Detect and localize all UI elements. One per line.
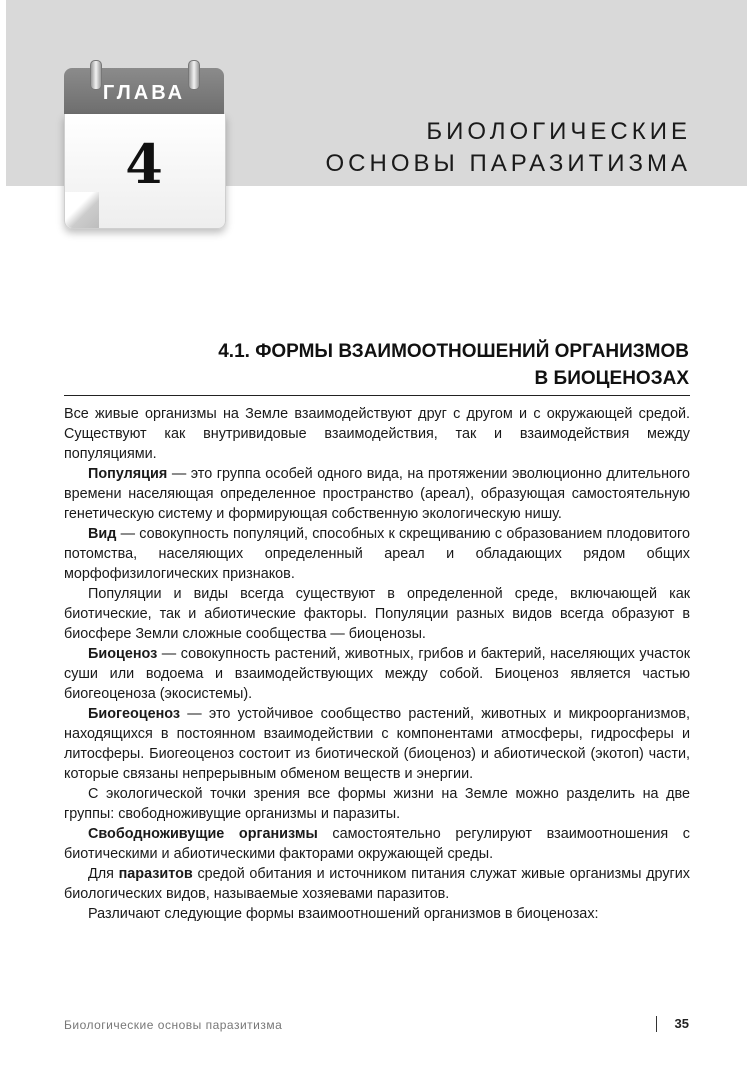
- paragraph-text: Все живые организмы на Земле взаимодействуют друг с другом и с окружающей средой. Существуют как внутривидовые взаимодействия, так и взаимодействия между популяциями.: [64, 406, 690, 462]
- paragraph-intro: [64, 404, 690, 464]
- paragraph-text: С экологической точки зрения все формы жизни на Земле можно разделить на две группы: свободноживущие организмы и паразиты.: [64, 786, 690, 822]
- term-biocenosis: Биоценоз: [88, 646, 158, 662]
- paragraph-text: Для: [88, 866, 119, 882]
- paragraph-species: [64, 524, 690, 584]
- paragraph-free-living: [64, 824, 690, 864]
- chapter-number: 4: [125, 132, 163, 196]
- term-parasites: паразитов: [118, 866, 193, 882]
- calendar-icon: [64, 60, 224, 232]
- paragraph-groups: [64, 784, 690, 824]
- paragraph-text: средой обитания и источником питания служат живые организмы других биологических видов, называемые хозяевами паразитов.: [64, 866, 691, 902]
- chapter-title-line1: БИОЛОГИЧЕСКИЕ: [426, 118, 691, 145]
- page-curl-icon: [65, 192, 99, 228]
- term-free-living: Свободноживущие организмы: [88, 826, 318, 842]
- paragraph-text: Различают следующие формы взаимоотношений организмов в биоценозах:: [88, 906, 599, 922]
- running-title: Биологические основы паразитизма: [64, 1018, 283, 1032]
- section-heading-line1: 4.1. ФОРМЫ ВЗАИМООТНОШЕНИЙ ОРГАНИЗМОВ: [218, 341, 689, 362]
- paragraph-text: — совокупность растений, животных, грибов и бактерий, населяющих участок суши или водоема и взаимодействующих между собой. Биоценоз является частью биогеоценоза (экосистемы).: [64, 646, 690, 702]
- chapter-title-line2: ОСНОВЫ ПАРАЗИТИЗМА: [325, 150, 691, 177]
- term-biogeocenosis: Биогеоценоз: [88, 706, 181, 722]
- paragraph-text: — это группа особей одного вида, на протяжении эволюционно длительного времени населяющая определенное пространство (ареал), образующая самостоятельную генетическую систему и формирующая собственную экологическую нишу.: [64, 466, 690, 522]
- paragraph-text: Популяции и виды всегда существуют в определенной среде, включающей как биотические, так и абиотические факторы. Популяции разных видов всегда образуют в биосфере Земли сложные сообщества — биоценозы.: [64, 586, 690, 642]
- paragraph-text: — это устойчивое сообщество растений, животных и микроорганизмов, находящихся в постоянном взаимодействии с компонентами атмосферы, гидросферы и литосферы. Биогеоценоз состоит из биотической (биоценоз) и абиотической (экотоп) части, которые связаны непрерывным обменом веществ и энергии.: [64, 706, 690, 782]
- paragraph-biocenosis: [64, 644, 690, 704]
- paragraph-forms: [64, 904, 690, 924]
- section-heading-line2: В БИОЦЕНОЗАХ: [534, 368, 689, 389]
- paragraph-parasites: [64, 864, 690, 904]
- term-population: Популяция: [88, 466, 168, 482]
- section-heading: [218, 338, 689, 392]
- section-divider: [64, 395, 690, 396]
- chapter-title: [326, 116, 691, 180]
- paragraph-text: — совокупность популяций, способных к скрещиванию с образованием плодовитого потомства, населяющих определенный ареал и обладающих рядом общих морфофизилогических признаков.: [64, 526, 690, 582]
- page-number: 35: [674, 1016, 689, 1031]
- paragraph-biogeocenosis: [64, 704, 690, 784]
- paragraph-population: [64, 464, 690, 524]
- paragraph-environment: [64, 584, 690, 644]
- chapter-label: ГЛАВА: [102, 82, 186, 104]
- footer-separator: [656, 1016, 657, 1032]
- term-species: Вид: [88, 526, 117, 542]
- paragraph-text: самостоятельно регулируют взаимоотношения с биотическими и абиотическими факторами окружающей среды.: [64, 826, 690, 862]
- body-text: [64, 404, 690, 924]
